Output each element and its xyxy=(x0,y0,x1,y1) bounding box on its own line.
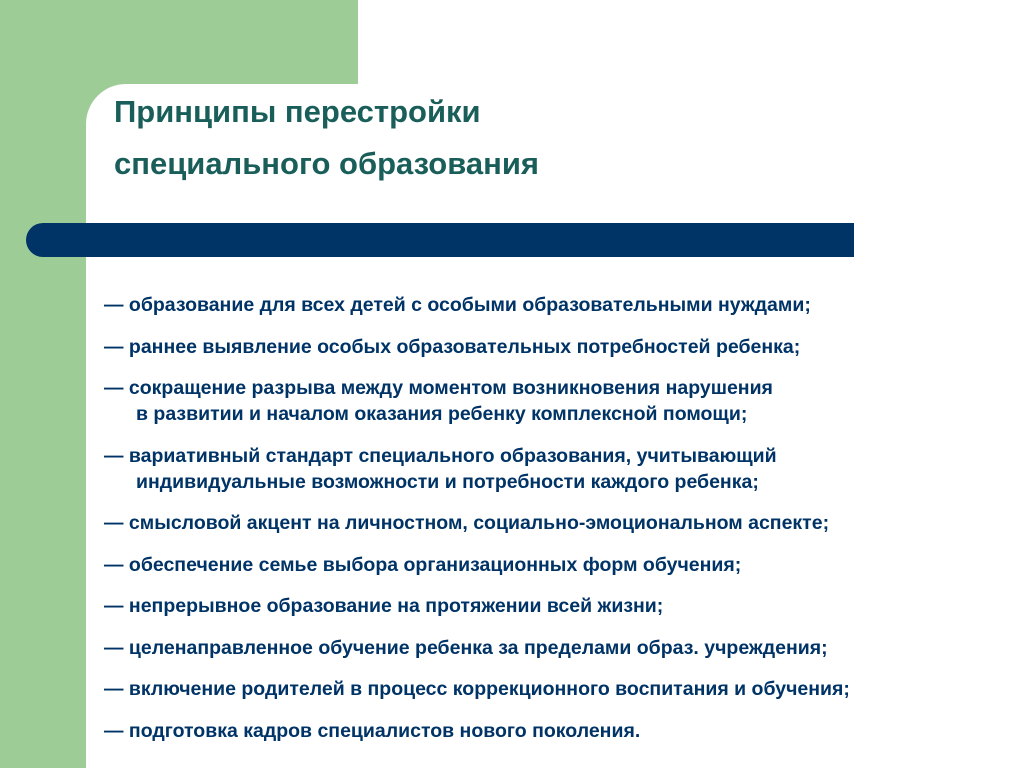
list-item-text: — образование для всех детей с особыми образовательными нуждами; xyxy=(104,294,811,316)
list-item-text: — подготовка кадров специалистов нового поколения. xyxy=(104,719,641,742)
list-item xyxy=(104,375,1004,427)
slide-title xyxy=(114,86,539,190)
list-item-text: — раннее выявление особых образовательных потребностей ребенка; xyxy=(104,335,801,358)
list-item-text: — смысловой акцент на личностном, социально-эмоциональном аспекте; xyxy=(104,512,830,534)
slide-title-line-2: специального образования xyxy=(114,146,539,181)
list-item-text: — непрерывное образование на протяжении всей жизни; xyxy=(104,595,664,617)
list-item-text: — целенаправленное обучение ребенка за пределами образ. учреждения; xyxy=(104,636,828,659)
list-item-text-continuation: индивидуальные возможности и потребности каждого ребенка; xyxy=(136,470,759,493)
list-item-text-continuation: в развитии и началом оказания ребенку комплексной помощи; xyxy=(136,403,748,425)
list-item xyxy=(104,292,1004,318)
list-item xyxy=(104,718,1004,744)
list-item xyxy=(104,443,1004,495)
list-item-text: — обеспечение семье выбора организационных форм обучения; xyxy=(104,553,742,576)
list-item-text: — сокращение разрыва между моментом возникновения нарушения xyxy=(104,377,773,399)
list-item xyxy=(104,593,1004,619)
divider-bar xyxy=(26,223,854,257)
slide-title-line-1: Принципы перестройки xyxy=(114,94,481,129)
list-item-text: — включение родителей в процесс коррекционного воспитания и обучения; xyxy=(104,678,850,700)
list-item xyxy=(104,635,1004,661)
list-item xyxy=(104,334,1004,360)
principles-list xyxy=(104,292,1004,759)
list-item xyxy=(104,552,1004,578)
list-item xyxy=(104,676,1004,702)
list-item-text: — вариативный стандарт специального образования, учитывающий xyxy=(104,444,777,467)
list-item xyxy=(104,510,1004,536)
